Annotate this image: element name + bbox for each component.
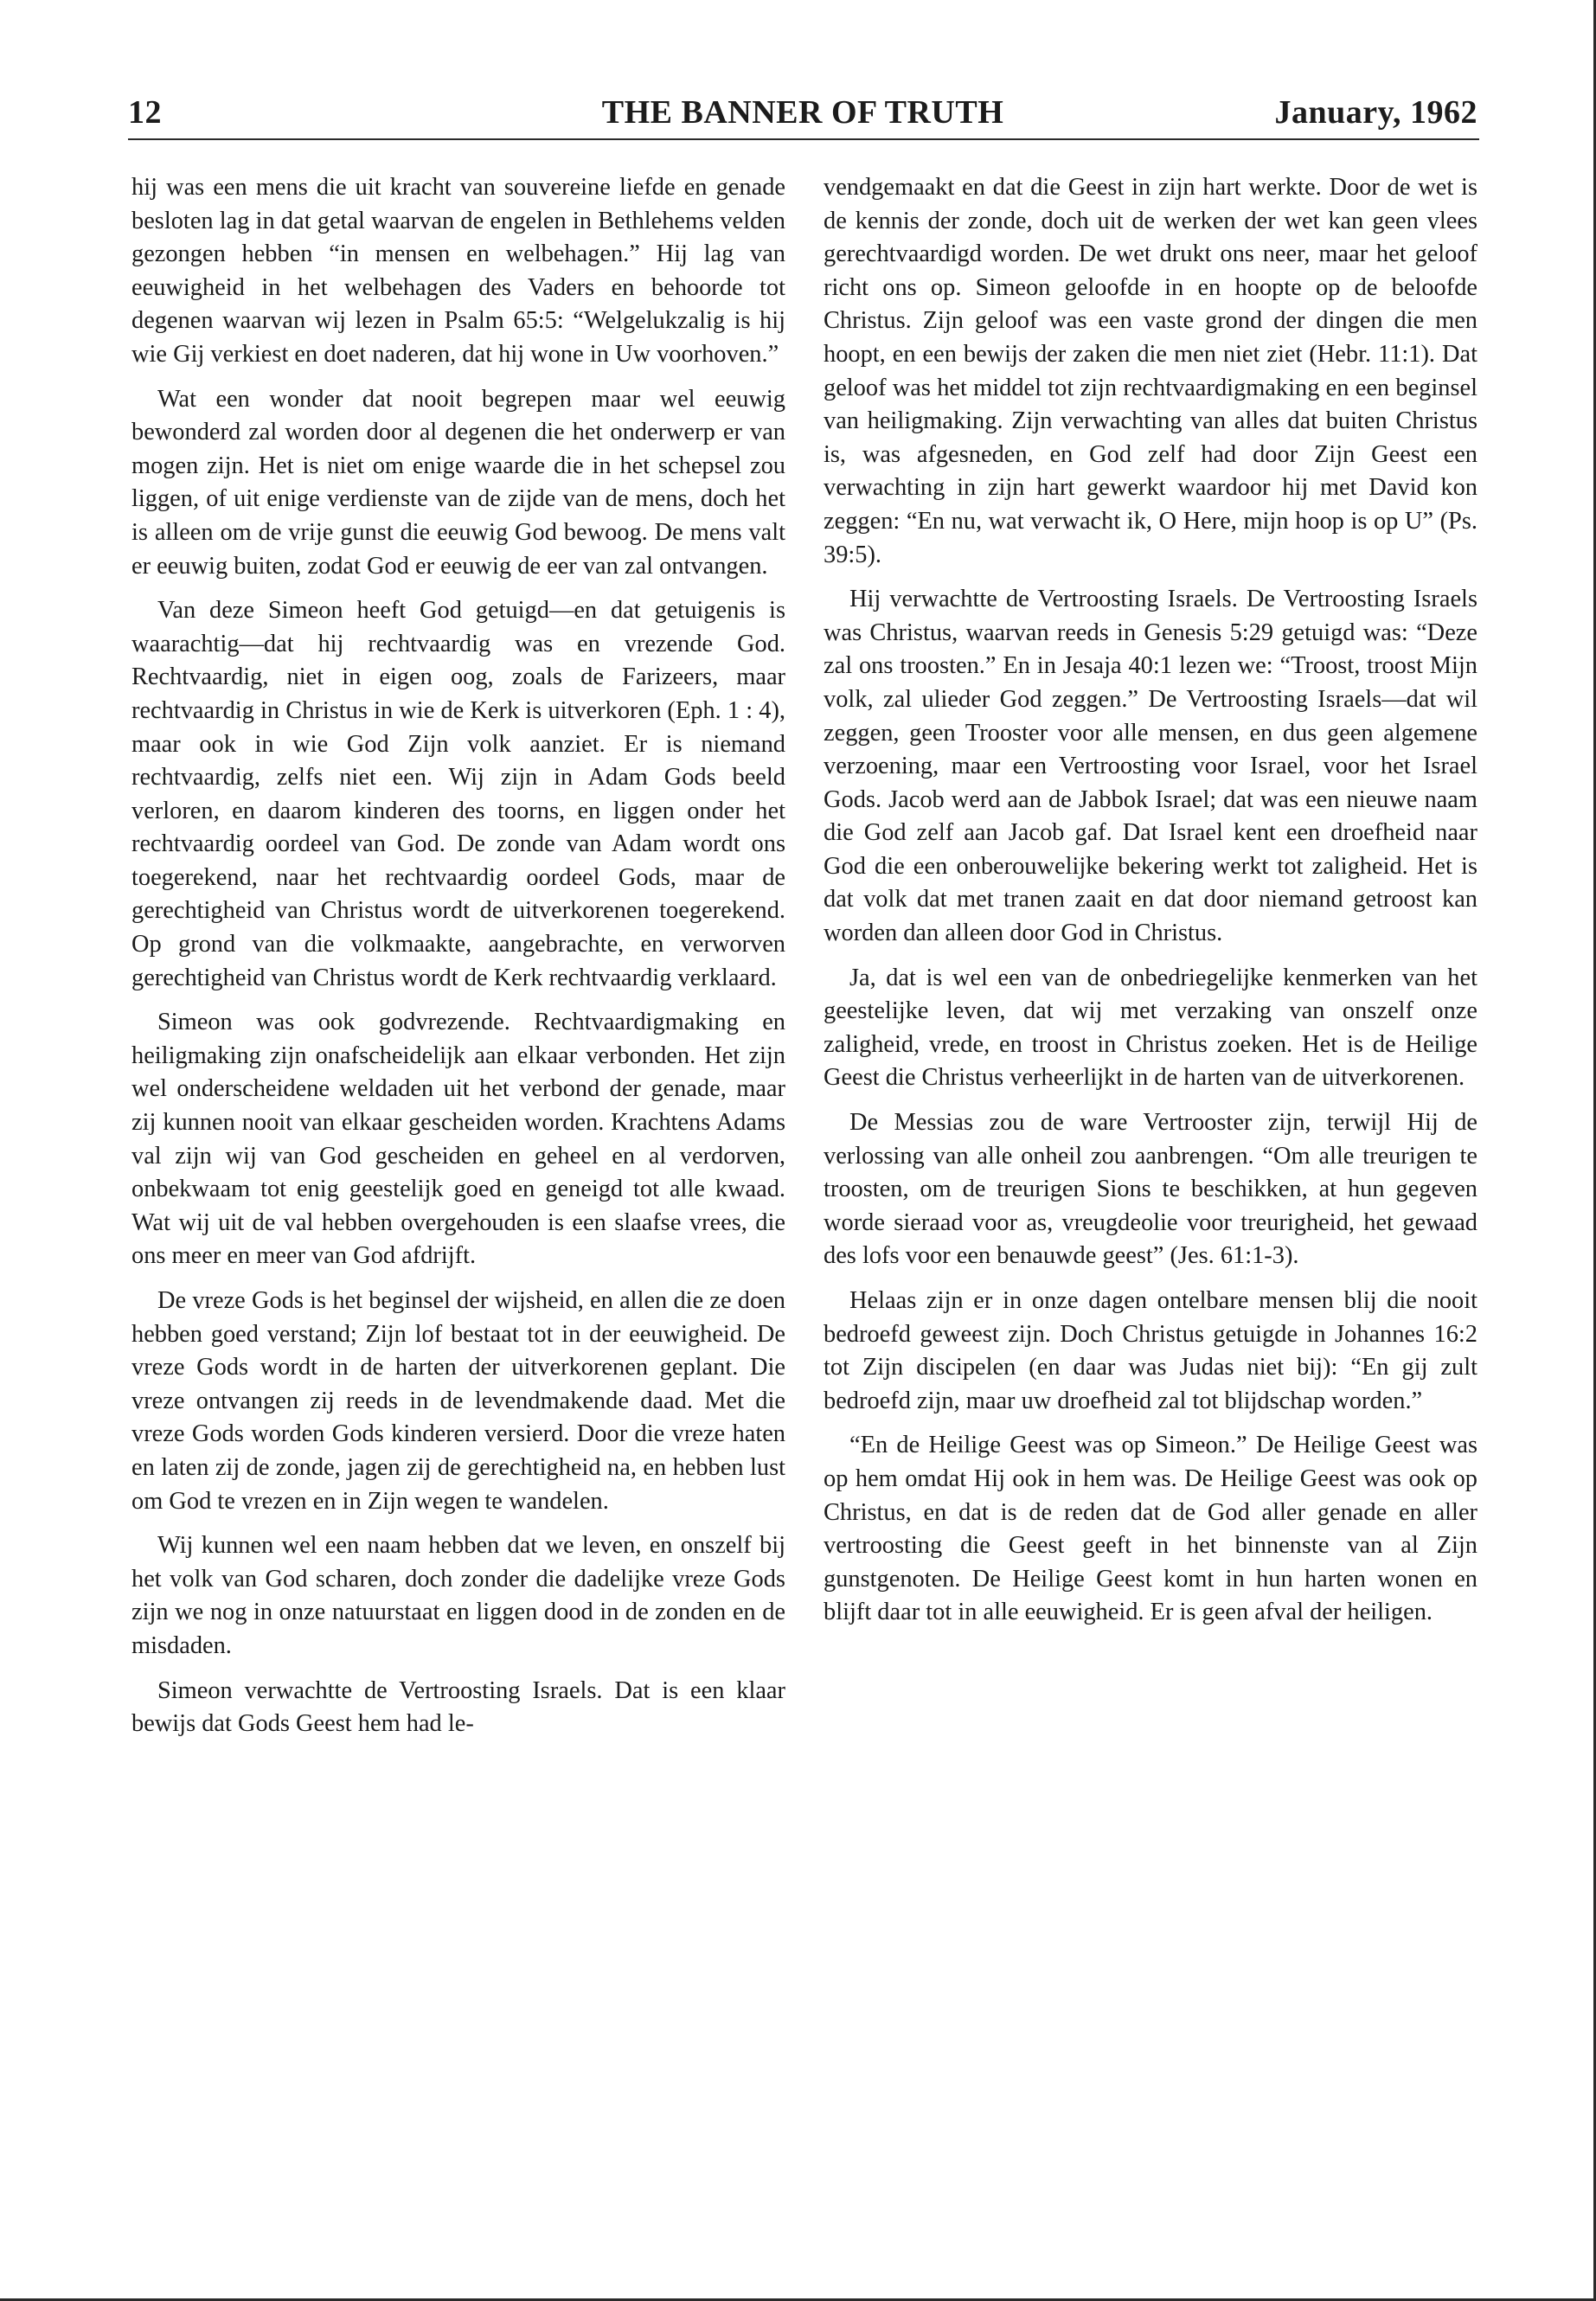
paragraph: Van deze Simeon heeft God getuigd—en dat getuigenis is waarachtig—dat hij rechtvaardig was en vrezende God. Rechtvaardig, niet in eigen oog, zoals de Farizeers, maar rechtvaardig in Christus in wie de Kerk is uitverkoren (Eph. 1 : 4), maar ook in wie God Zijn volk aanziet. Er is niemand rechtvaardig, zelfs niet een. Wij zijn in Adam Gods beeld verloren, en daarom kinderen des toorns, en liggen onder het rechtvaardig oordeel van God. De zonde van Adam wordt ons toegerekend, naar het rechtvaardig oordeel Gods, maar de gerechtigheid van Christus wordt de uitverkorenen toegerekend. Op grond van die volkmaakte, aangebrachte, en verworven gerechtigheid van Christus wordt de Kerk rechtvaardig verklaard.: [131, 597, 785, 991]
paragraph: vendgemaakt en dat die Geest in zijn hart werkte. Door de wet is de kennis der zonde, doch uit de werken der wet kan geen vlees gerechtvaardigd worden. De wet drukt ons neer, maar het geloof richt ons op. Simeon geloofde in en hoopte op de beloofde Christus. Zijn geloof was een vaste grond der dingen die men hoopt, en een bewijs der zaken die men niet ziet (Hebr. 11:1). Dat geloof was het middel tot zijn rechtvaardigmaking en een beginsel van heiligmaking. Zijn verwachting van alles dat buiten Christus is, was afgesneden, en God zelf had door Zijn Geest een verwachting in zijn hart gewerkt waardoor hij met David kon zeggen: “En nu, wat verwacht ik, O Here, mijn hoop is op U” (Ps. 39:5).: [824, 174, 1477, 568]
issue-date: January, 1962: [1274, 94, 1477, 131]
paragraph: De Messias zou de ware Vertrooster zijn, terwijl Hij de verlossing van alle onheil zou aanbrengen. “Om alle treurigen te troosten, om de treurigen Sions te beschikken, at hun gegeven worde sieraad voor as, vreugdeolie voor treurigheid, het gewaad des lofs voor een benauwde geest” (Jes. 61:1-3).: [824, 1109, 1477, 1270]
paragraph: Helaas zijn er in onze dagen ontelbare mensen blij die nooit bedroefd geweest zijn. Doch Christus getuigde in Johannes 16:2 tot Zijn discipelen (en daar was Judas niet bij): “En gij zult bedroefd zijn, maar uw droefheid zal tot blijdschap worden.”: [824, 1287, 1477, 1414]
paragraph: Wat een wonder dat nooit begrepen maar wel eeuwig bewonderd zal worden door al degenen die het onderwerp er van mogen zijn. Het is niet om enige waarde die in het schepsel zou liggen, of uit enige verdienste van de zijde van de mens, doch het is alleen om de vrije gunst die eeuwig God bewoog. De mens valt er eeuwig buiten, zodat God er eeuwig de eer van zal ontvangen.: [131, 385, 785, 580]
page-number: 12: [128, 94, 162, 131]
paragraph: Wij kunnen wel een naam hebben dat we leven, en onszelf bij het volk van God scharen, doch zonder die dadelijke vreze Gods zijn we nog in onze natuurstaat en liggen dood in de zonden en de misdaden.: [131, 1532, 785, 1659]
header-rule: [128, 138, 1479, 140]
paragraph: “En de Heilige Geest was op Simeon.” De Heilige Geest was op hem omdat Hij ook in hem was. De Heilige Geest was ook op Christus, en dat is de reden dat de God aller genade en aller vertroosting die Geest geeft in het binnenste van al Zijn gunstgenoten. De Heilige Geest komt in hun harten wonen en blijft daar tot in alle eeuwigheid. Er is geen afval der heiligen.: [824, 1432, 1477, 1626]
paragraph: Hij verwachtte de Vertroosting Israels. De Vertroosting Israels was Christus, waarvan reeds in Genesis 5:29 getuigd was: “Deze zal ons troosten.” En in Jesaja 40:1 lezen we: “Troost, troost Mijn volk, zal ulieder God zeggen.” De Vertroosting Israels—dat wil zeggen, geen Trooster voor alle mensen, en dus geen algemene verzoening, maar een Vertroosting voor Israel, voor het Israel Gods. Jacob werd aan de Jabbok Israel; dat was een nieuwe naam die God zelf aan Jacob gaf. Dat Israel kent een droefheid naar God die een onberouwelijke bekering werkt tot zaligheid. Het is dat volk dat met tranen zaait en dat door niemand getroost kan worden dan alleen door God in Christus.: [824, 586, 1477, 947]
paragraph: De vreze Gods is het beginsel der wijsheid, en allen die ze doen hebben goed verstand; Zijn lof bestaat tot in der eeuwigheid. De vreze Gods wordt in de harten der uitverkorenen geplant. Die vreze ontvangen zij reeds in de levendmakende daad. Met die vreze Gods worden Gods kinderen versierd. Door die vreze haten en laten zij de zonde, jagen zij de gerechtigheid na, en hebben lust om God te vrezen en in Zijn wegen te wandelen.: [131, 1287, 785, 1515]
paragraph: Simeon verwachtte de Vertroosting Israels. Dat is een klaar bewijs dat Gods Geest hem had le-: [131, 1676, 785, 1738]
journal-title: THE BANNER OF TRUTH: [601, 94, 1004, 131]
paragraph: Ja, dat is wel een van de onbedriegelijke kenmerken van het geestelijke leven, dat wij met verzaking van onszelf onze zaligheid, vrede, en troost in Christus zoeken. Het is de Heilige Geest die Christus verheerlijkt in de harten van de uitverkorenen.: [824, 964, 1477, 1092]
running-head: [128, 93, 1477, 138]
left-column: [131, 171, 785, 1753]
paragraph: Simeon was ook godvrezende. Rechtvaardigmaking en heiligmaking zijn onafscheidelijk aan elkaar verbonden. Het zijn wel onderscheidene weldaden uit het verbond der genade, maar zij kunnen nooit van elkaar gescheiden worden. Krachtens Adams val zijn wij van God gescheiden en geheel en al verdorven, onbekwaam tot enig geestelijk goed en geneigd tot alle kwaad. Wat wij uit de val hebben overgehouden is een slaafse vrees, die ons meer en meer van God afdrijft.: [131, 1009, 785, 1270]
right-column: [824, 171, 1477, 1641]
paragraph: hij was een mens die uit kracht van souvereine liefde en genade besloten lag in dat getal waarvan de engelen in Bethlehems velden gezongen hebben “in mensen en welbehagen.” Hij lag van eeuwigheid in het welbehagen des Vaders en behoorde tot degenen waarvan wij lezen in Psalm 65:5: “Welgelukzalig is hij wie Gij verkiest en doet naderen, dat hij wone in Uw voorhoven.”: [131, 174, 785, 368]
